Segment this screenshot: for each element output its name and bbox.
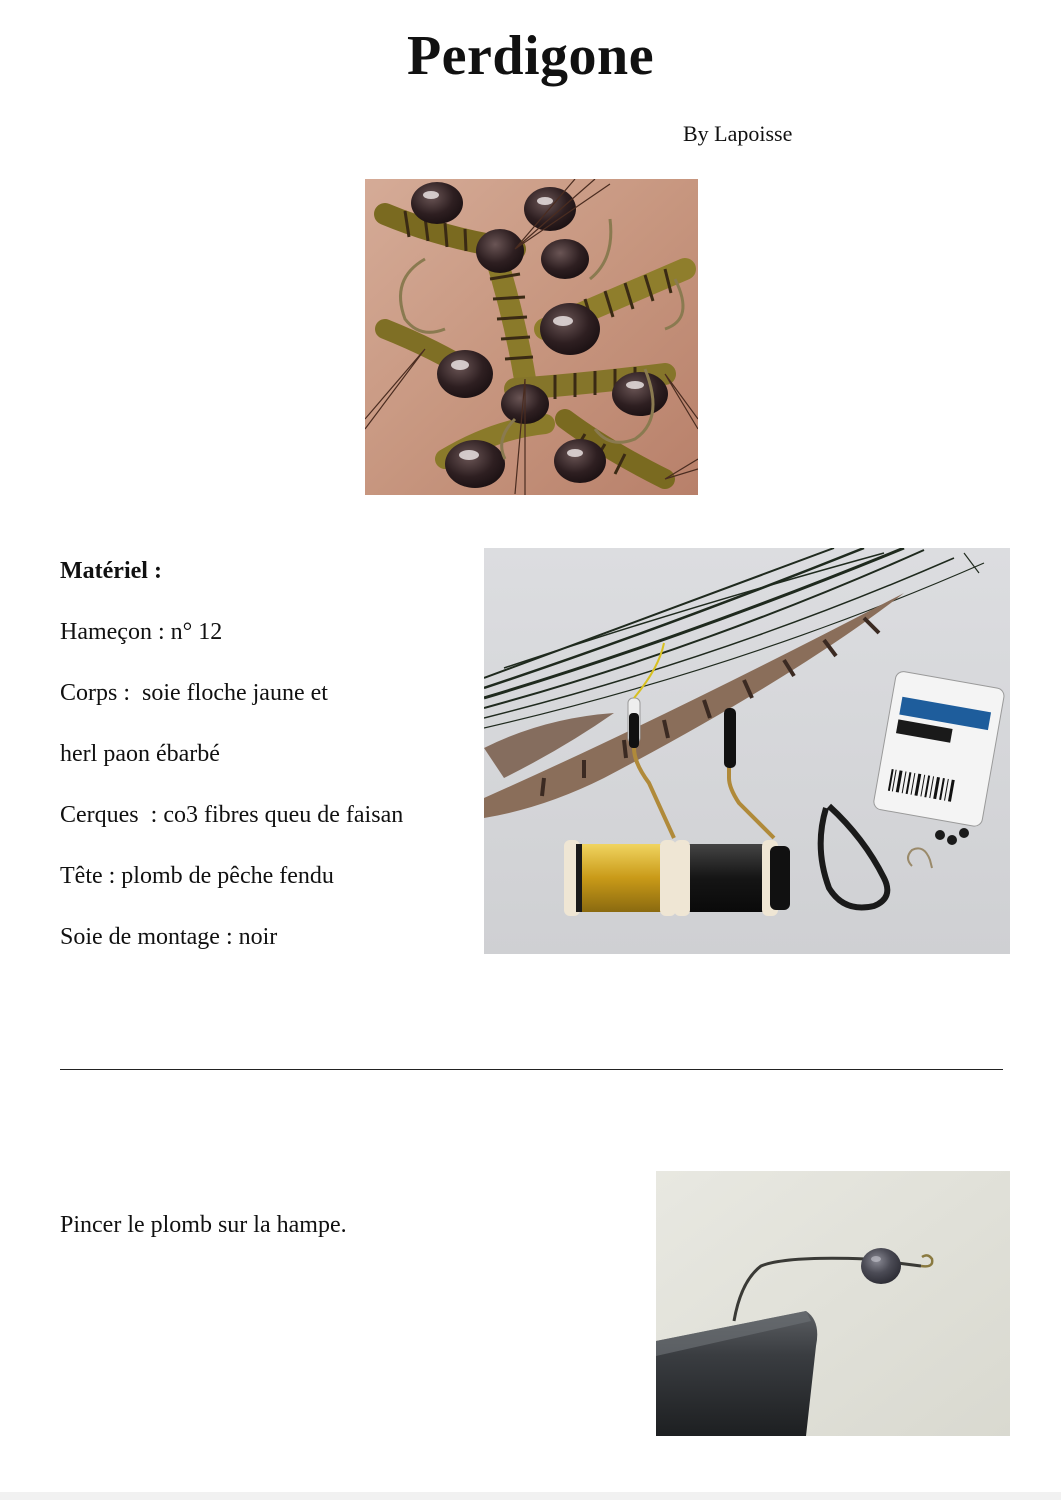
material-line-tails: Cerques : co3 fibres queu de faisan [60,802,404,828]
material-line-head: Tête : plomb de pêche fendu [60,863,334,889]
vise-hook-photo [656,1171,1010,1436]
material-line-body: Corps : soie floche jaune et [60,680,328,706]
materials-photo [484,548,1010,954]
material-line-hook: Hameçon : n° 12 [60,619,223,645]
section-divider [60,1069,1003,1070]
document-title: Perdigone [406,25,655,87]
material-line-thread: Soie de montage : noir [60,924,278,950]
material-line-body-cont: herl paon ébarbé [60,741,220,767]
materials-heading: Matériel : [60,558,162,584]
author-byline: By Lapoisse [683,121,793,146]
step-1-text: Pincer le plomb sur la hampe. [60,1212,347,1238]
flies-photo [365,179,698,495]
page-bottom-edge [0,1492,1061,1500]
